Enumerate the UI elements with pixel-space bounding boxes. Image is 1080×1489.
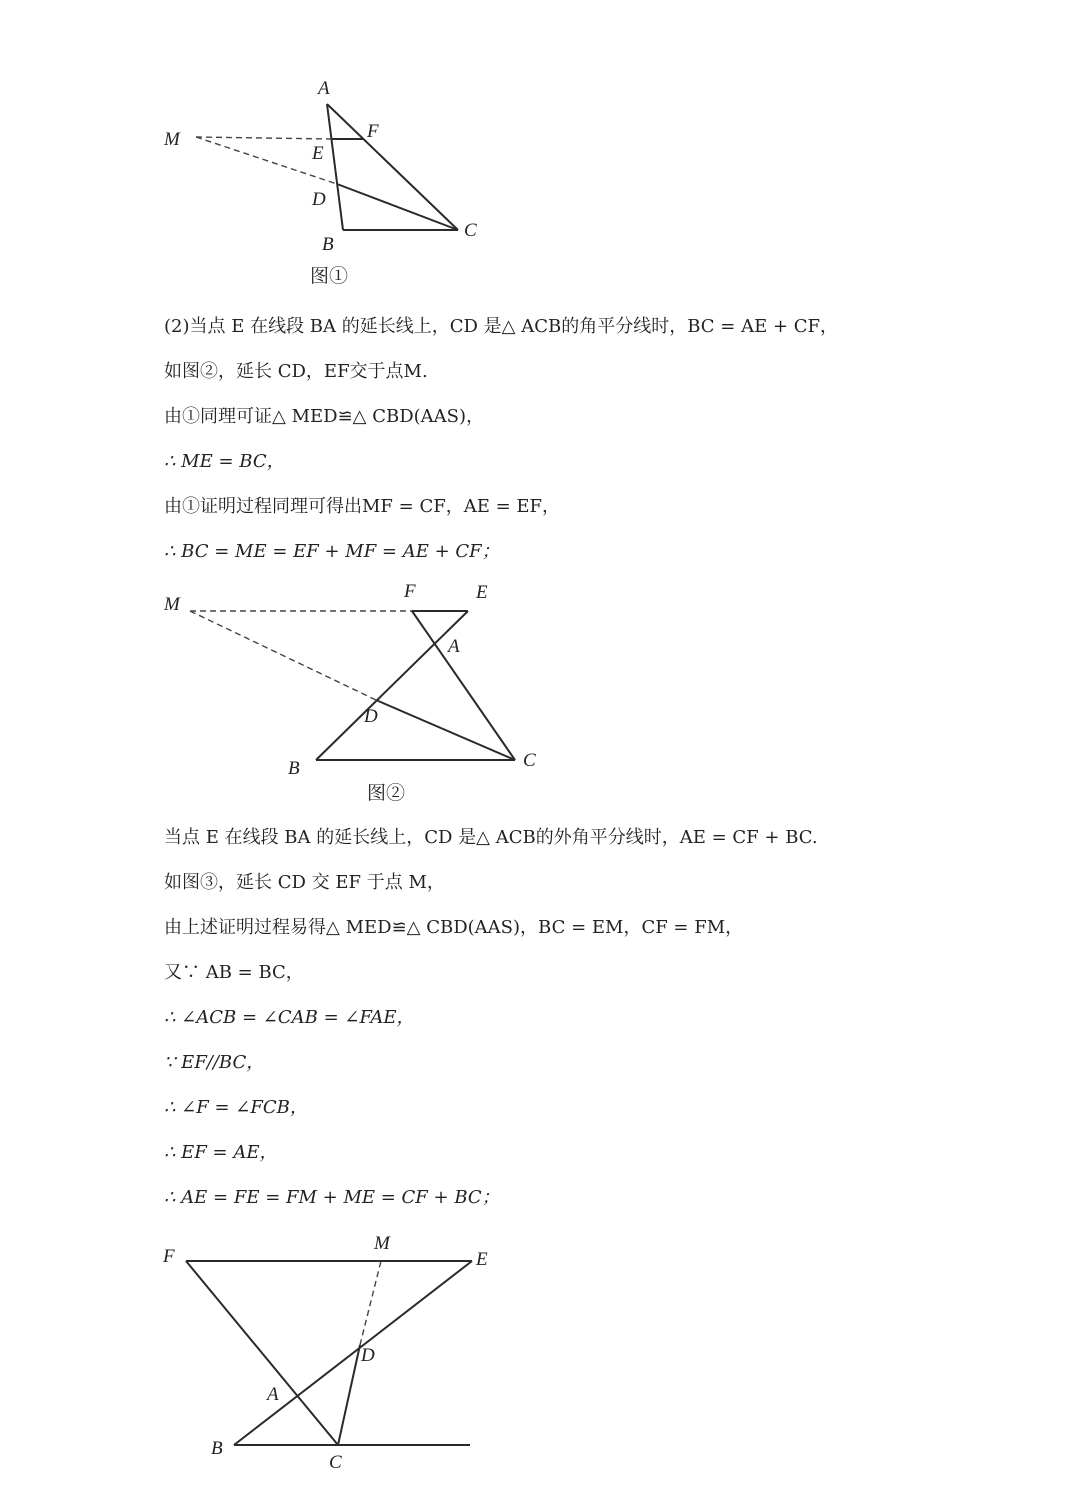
segment-DC xyxy=(337,184,458,230)
segment-AB xyxy=(327,104,343,230)
dashed-MD xyxy=(190,611,376,700)
label-E: E xyxy=(476,1249,488,1270)
segment-EB xyxy=(316,611,468,760)
label-F: F xyxy=(404,581,416,602)
label-M: M xyxy=(164,129,180,150)
text-line: ∵ EF//BC， xyxy=(164,1052,265,1073)
label-E: E xyxy=(476,582,488,603)
text-line: ∴ EF = AE， xyxy=(164,1142,278,1163)
text-line: 当点 E 在线段 BA 的延长线上，CD 是△ ACB的外角平分线时，AE = CF + BC. xyxy=(164,827,818,848)
label-B: B xyxy=(288,758,300,779)
label-A: A xyxy=(448,636,460,657)
figure-2-caption: 图② xyxy=(367,783,406,804)
label-D: D xyxy=(364,706,378,727)
text-line: ∴ ∠F = ∠FCB， xyxy=(164,1097,308,1118)
label-E: E xyxy=(312,143,324,164)
segment-AC xyxy=(327,104,458,230)
label-F: F xyxy=(367,121,379,142)
text-line: 由①证明过程同理可得出MF = CF，AE = EF， xyxy=(164,496,560,517)
text-line: ∴ ∠ACB = ∠CAB = ∠FAE， xyxy=(164,1007,415,1028)
segment-FC xyxy=(186,1261,338,1445)
figure-1-caption: 图① xyxy=(310,266,349,287)
text-line: ∴ ME = BC， xyxy=(164,451,285,472)
text-line: 由上述证明过程易得△ MED≌△ CBD(AAS)，BC = EM，CF = FM， xyxy=(164,917,744,938)
label-C: C xyxy=(329,1452,342,1473)
label-D: D xyxy=(312,189,326,210)
text-line: ∴ AE = FE = FM + ME = CF + BC； xyxy=(164,1187,500,1208)
figure-2 xyxy=(0,570,1080,810)
label-F: F xyxy=(163,1246,175,1267)
text-line: 如图②，延长 CD，EF交于点M. xyxy=(164,361,428,382)
dashed-ME xyxy=(196,137,332,139)
label-D: D xyxy=(361,1345,375,1366)
text-line: 如图③，延长 CD 交 EF 于点 M， xyxy=(164,872,445,893)
dashed-DM xyxy=(360,1261,381,1345)
label-C: C xyxy=(464,220,477,241)
label-B: B xyxy=(322,234,334,255)
figure-1 xyxy=(0,0,1080,300)
label-M: M xyxy=(374,1233,390,1254)
text-line: 又∵ AB = BC， xyxy=(164,962,304,983)
text-line: (2)当点 E 在线段 BA 的延长线上，CD 是△ ACB的角平分线时，BC = AE + CF， xyxy=(164,316,839,337)
label-M: M xyxy=(164,594,180,615)
figure-3 xyxy=(0,1230,1080,1489)
label-A: A xyxy=(267,1384,279,1405)
segment-EB xyxy=(234,1261,472,1445)
text-line: 由①同理可证△ MED≌△ CBD(AAS)， xyxy=(164,406,485,427)
label-C: C xyxy=(523,750,536,771)
segment-CD xyxy=(338,1345,360,1445)
text-line: ∴ BC = ME = EF + MF = AE + CF； xyxy=(164,541,500,562)
label-B: B xyxy=(211,1438,223,1459)
label-A: A xyxy=(318,78,330,99)
